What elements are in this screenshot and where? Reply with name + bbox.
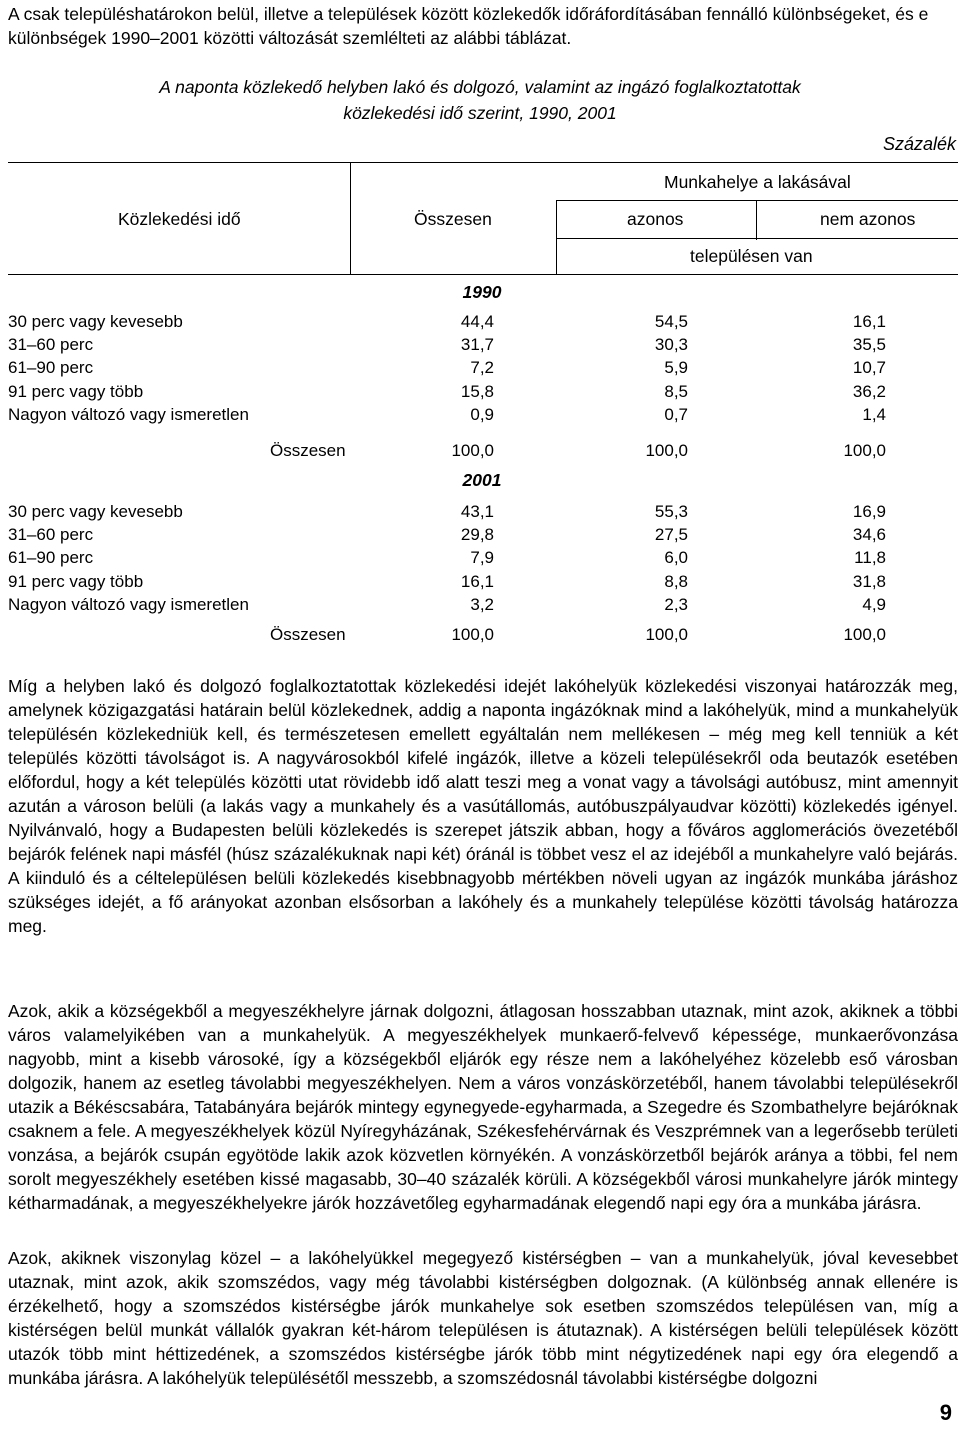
cell-azonos: 8,8	[664, 571, 688, 591]
table-row	[8, 546, 960, 569]
table-row	[8, 310, 960, 333]
header-divider-3	[756, 200, 757, 240]
cell-osszesen: 7,9	[470, 548, 494, 568]
row-label: 61–90 perc	[8, 548, 94, 568]
header-telepulesen-van: településen van	[690, 246, 813, 266]
section-1990-rows	[8, 310, 960, 426]
cell-nem-azonos: 1,4	[862, 404, 886, 424]
cell-azonos: 55,3	[654, 502, 688, 521]
header-munkahelye-group: Munkahelye a lakásával	[664, 172, 851, 192]
intro-text: A csak településhatárokon belül, illetve a települések között közlekedők időráfordításában fennálló különbségeket, és e különbségek 1990–2001 közötti változását szemlélteti az alábbi táblázat.	[8, 4, 929, 48]
cell-azonos: 6,0	[664, 548, 688, 568]
total-osszesen: 100,0	[451, 441, 494, 460]
row-label: 91 perc vagy több	[8, 571, 144, 591]
cell-nem-azonos: 35,5	[852, 335, 886, 355]
section-year-2001: 2001	[462, 470, 502, 490]
cell-nem-azonos: 16,9	[852, 502, 886, 521]
cell-osszesen: 29,8	[460, 525, 494, 545]
cell-azonos: 30,3	[654, 335, 688, 355]
cell-osszesen: 15,8	[460, 381, 494, 401]
cell-nem-azonos: 10,7	[852, 358, 886, 378]
row-label: 31–60 perc	[8, 335, 94, 355]
header-kozlekedesi-ido: Közlekedési idő	[118, 209, 241, 229]
cell-azonos: 5,9	[664, 358, 688, 378]
cell-osszesen: 0,9	[470, 404, 494, 424]
table-row	[8, 593, 960, 616]
table-row	[8, 380, 960, 403]
unit-label: Százalék	[882, 134, 956, 154]
header-osszesen: Összesen	[414, 209, 492, 229]
cell-osszesen: 44,4	[460, 312, 494, 331]
total-nem-azonos: 100,0	[843, 625, 886, 644]
cell-osszesen: 7,2	[470, 358, 494, 378]
total-nem-azonos: 100,0	[843, 441, 886, 460]
cell-azonos: 54,5	[654, 312, 688, 331]
table-row	[8, 570, 960, 593]
table-header-bottom-rule	[8, 274, 958, 275]
row-label: 31–60 perc	[8, 525, 94, 545]
total-azonos: 100,0	[645, 441, 688, 460]
table-row	[8, 523, 960, 546]
total-label: Összesen	[270, 625, 346, 644]
total-label: Összesen	[270, 441, 346, 460]
header-divider-1	[350, 162, 351, 274]
total-row-1990	[8, 439, 960, 463]
body-paragraph-1: Míg a helyben lakó és dolgozó foglalkoztatottak közlekedési idejét lakóhelyük közlekedési viszonyai határozzák meg, amelynek közigazgatási határain belül közlekednek, addig a naponta ingázóknak mind a lakóhelyük, mind a munkahelyük településén közlekedniük kell, és természetesen emellett egyáltalán nem mellékesen – még meg kell tenniük a két település közötti távolságot is. A nagyvárosokból kifelé ingázók, illetve a közeli településekről oda beutazók esetében előfordul, hogy a két település közötti utat rövidebb idő alatt teszi meg a vonat vagy a távolsági autóbusz, mint amennyit azután a városon belüli (a lakás vagy a munkahely és a vasútállomás, autóbuszpályaudvar közötti) közlekedés igényel. Nyilvánvaló, hogy a Budapesten belüli közlekedés is szerepet játszik abban, hogy a főváros agglomerációs övezetéből bejárók felének napi másfél (húsz százalékuknak napi két) óránál is többet vesz el az idejéből a munkahelyre való bejárás. A kiinduló és a céltelepülésen belüli közlekedés kisebbnagyobb mértékben növeli ugyan az ingázók munkába járáshoz szükséges idejét, a fő arányokat azonban elsősorban a lakóhely és a munkahely települése közötti távolság határozza meg.	[8, 676, 958, 936]
cell-azonos: 8,5	[664, 381, 688, 401]
cell-osszesen: 43,1	[460, 502, 494, 521]
total-row-2001	[8, 623, 960, 647]
cell-osszesen: 31,7	[460, 335, 494, 355]
cell-azonos: 27,5	[654, 525, 688, 545]
cell-azonos: 2,3	[664, 594, 688, 614]
header-azonos: azonos	[627, 209, 684, 229]
table-top-rule	[8, 162, 958, 163]
body-paragraph-3: Azok, akiknek viszonylag közel – a lakóhelyükkel megegyező kistérségben – van a munkahelyük, jóval kevesebbet utaznak, mint azok, akik szomszédos, vagy még távolabbi kistérségben dolgoznak. (A különbség annak ellenére is érzékelhető, hogy a szomszédos kistérségbe járók munkahelye sok esetben szomszédos településen van, míg a kistérségen belül munkát vállalók gyakran két-három településen is átutaznak). A kistérségen belüli települések között utazók több mint héttizedének, a szomszédos kistérségbe járók több mint négytizedének napi egy óra elegendő a munkába járásra. A lakóhelyük településétől messzebb, a szomszédosnál távolabbi kistérségbe dolgozni	[8, 1248, 958, 1388]
body-paragraph-2: Azok, akik a községekből a megyeszékhelyre járnak dolgozni, átlagosan hosszabban utaznak, mint azok, akiknek a többi város valamelyikében van a munkahelyük. A megyeszékhelyek munkaerő-felvevő képessége, munkaerővonzása nagyobb, mint a kisebb városoké, így a községekből eljárók egy része nem a lakóhelyéhez közelebb eső városban dolgozik, hanem az esetleg távolabbi megyeszékhelyen. Nem a város vonzáskörzetéből, hanem távolabbi településekről utazik a Békéscsabára, Tatabányára bejárók mintegy egynegyede-egyharmada, a Szegedre és Szombathelyre bejáróknak csaknem a fele. A megyeszékhelyek közül Nyíregyházának, Székesfehérvárnak és Veszprémnek van a legerősebb területi vonzása, a bejárók csupán egyötöde lakik azok közvetlen környékén. A vonzáskörzetből bejárók aránya a többi, fel nem sorolt megyeszékhely esetében kissé magasabb, 30–40 százalék körüli. A községekből városi munkahelyre járók mintegy kétharmadának, a megyeszékhelyekre járók hozzávetőleg egyharmadának elegendő napi egy óra a munkába járásra.	[8, 1001, 958, 1213]
cell-nem-azonos: 31,8	[852, 571, 886, 591]
row-label: 30 perc vagy kevesebb	[8, 502, 183, 521]
table-row	[8, 356, 960, 379]
table-title-line-2: közlekedési idő szerint, 1990, 2001	[343, 103, 617, 123]
table-title-line-1: A naponta közlekedő helyben lakó és dolgozó, valamint az ingázó foglalkoztatottak	[159, 77, 801, 97]
cell-nem-azonos: 34,6	[852, 525, 886, 545]
row-label: 61–90 perc	[8, 358, 94, 378]
row-label: Nagyon változó vagy ismeretlen	[8, 594, 249, 614]
group-header-rule	[556, 200, 958, 201]
total-azonos: 100,0	[645, 625, 688, 644]
section-year-1990: 1990	[462, 282, 502, 302]
total-osszesen: 100,0	[451, 625, 494, 644]
row-label: Nagyon változó vagy ismeretlen	[8, 404, 249, 424]
header-divider-2	[556, 200, 557, 274]
cell-nem-azonos: 16,1	[852, 312, 886, 331]
page-number: 9	[939, 1400, 952, 1425]
cell-osszesen: 3,2	[470, 594, 494, 614]
header-nem-azonos: nem azonos	[820, 209, 916, 229]
section-2001-rows	[8, 500, 960, 616]
sub-header-rule	[556, 238, 958, 239]
table-row	[8, 333, 960, 356]
table-row	[8, 403, 960, 426]
cell-nem-azonos: 11,8	[854, 548, 886, 568]
cell-nem-azonos: 36,2	[852, 381, 886, 401]
row-label: 30 perc vagy kevesebb	[8, 312, 183, 331]
table-row	[8, 500, 960, 523]
cell-nem-azonos: 4,9	[862, 594, 886, 614]
row-label: 91 perc vagy több	[8, 381, 144, 401]
cell-azonos: 0,7	[664, 404, 688, 424]
cell-osszesen: 16,1	[460, 571, 494, 591]
